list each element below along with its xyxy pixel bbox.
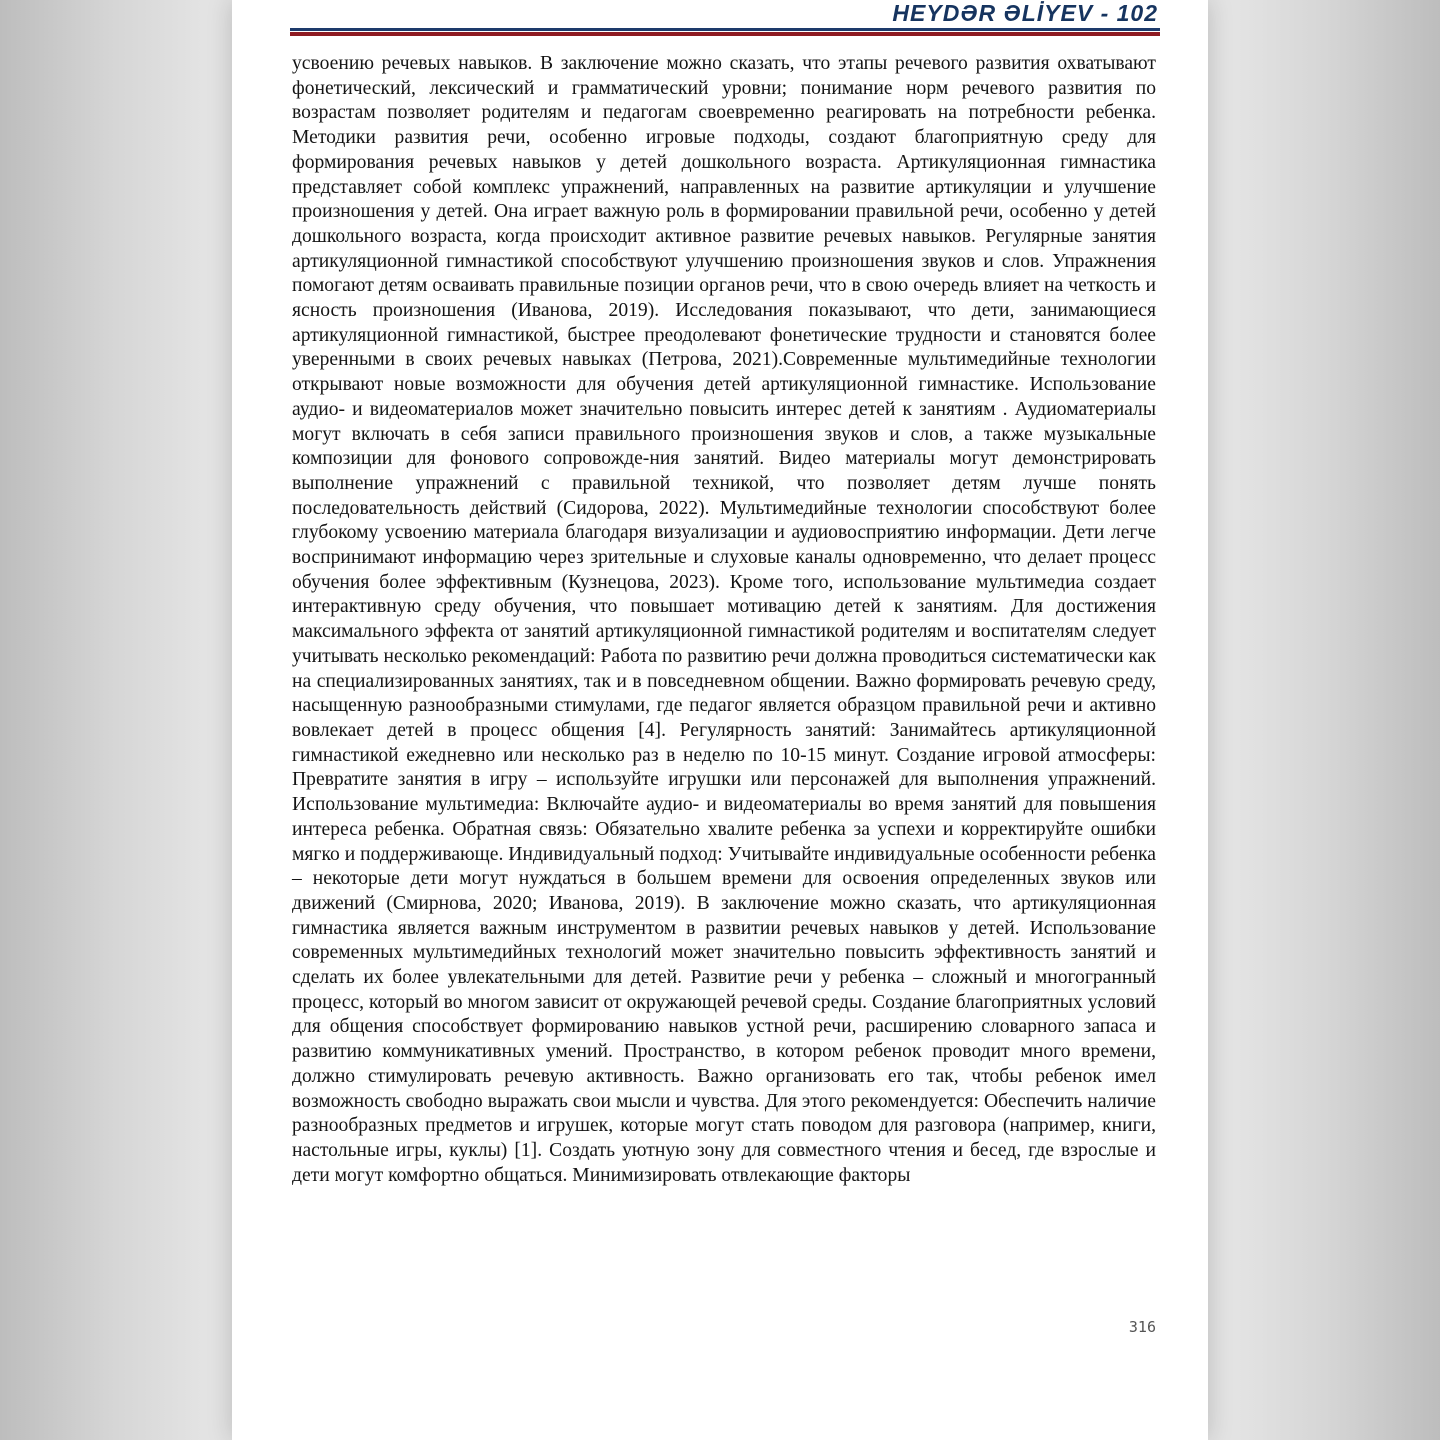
document-page xyxy=(232,0,1208,1440)
journal-title: HEYDƏR ƏLİYEV - 102 xyxy=(892,0,1158,26)
running-header xyxy=(290,0,1160,40)
header-rule-blue xyxy=(290,28,1160,31)
body-paragraph: усвоению речевых навыков. В заключение можно сказать, что этапы речевого развития охватывают фонетический, лексический и грамматический уровни; понимание норм речевого развития по возрастам позволяет родителям и педагогам своевременно реагировать на потребности ребенка. Методики развития речи, особенно игровые подходы, создают благоприятную среду для формирования речевых навыков у детей дошкольного возраста. Артикуляционная гимнастика представляет собой комплекс упражнений, направленных на развитие артикуляции и улучшение произношения у детей. Она играет важную роль в формировании правильной речи, особенно у детей дошкольного возраста, когда происходит активное развитие речевых навыков. Регулярные занятия артикуляционной гимнастикой способствуют улучшению произношения звуков и слов. Упражнения помогают детям осваивать правильные позиции органов речи, что в свою очередь влияет на четкость и ясность произношения (Иванова, 2019). Исследования показывают, что дети, занимающиеся артикуляционной гимнастикой, быстрее преодолевают фонетические трудности и становятся более уверенными в своих речевых навыках (Петрова, 2021).Современные мультимедийные технологии открывают новые возможности для обучения детей артикуляционной гимнастике. Использование аудио- и видеоматериалов может значительно повысить интерес детей к занятиям . Аудиоматериалы могут включать в себя записи правильного произношения звуков и слов, а также музыкальные композиции для фонового сопровожде-ния занятий. Видео материалы могут демонстрировать выполнение упражнений с правильной техникой, что позволяет детям лучше понять последовательность действий (Сидорова, 2022). Мультимедийные технологии способствуют более глубокому усвоению материала благодаря визуализации и аудиовосприятию информации. Дети легче воспринимают информацию через зрительные и слуховые каналы одновременно, что делает процесс обучения более эффективным (Кузнецова, 2023). Кроме того, использование мультимедиа создает интерактивную среду обучения, что повышает мотивацию детей к занятиям. Для достижения максимального эффекта от занятий артикуляционной гимнастикой родителям и воспитателям следует учитывать несколько рекомендаций: Работа по развитию речи должна проводиться систематически как на специализированных занятиях, так и в повседневном общении. Важно формировать речевую среду, насыщенную разнообразными стимулами, где педагог является образцом правильной речи и активно вовлекает детей в процесс общения [4]. Регулярность занятий: Занимайтесь артикуляционной гимнастикой ежедневно или несколько раз в неделю по 10-15 минут. Создание игровой атмосферы: Превратите занятия в игру – используйте игрушки или персонажей для выполнения упражнений. Использование мультимедиа: Включайте аудио- и видеоматериалы во время занятий для повышения интереса ребенка. Обратная связь: Обязательно хвалите ребенка за успехи и корректируйте ошибки мягко и поддерживающе. Индивидуальный подход: Учитывайте индивидуальные особенности ребенка – некоторые дети могут нуждаться в большем времени для освоения определенных звуков или движений (Смирнова, 2020; Иванова, 2019). В заключение можно сказать, что артикуляционная гимнастика является важным инструментом в развитии речевых навыков у детей. Использование современных мультимедийных технологий может значительно повысить эффективность занятий и сделать их более увлекательными для детей. Развитие речи у ребенка – сложный и многогранный процесс, который во многом зависит от окружающей речевой среды. Создание благоприятных условий для общения способствует формированию навыков устной речи, расширению словарного запаса и развитию коммуникативных умений. Пространство, в котором ребенок проводит много времени, должно стимулировать речевую активность. Важно организовать его так, чтобы ребенок имел возможность свободно выражать свои мысли и чувства. Для этого рекомендуется: Обеспечить наличие разнообразных предметов и игрушек, которые могут стать поводом для разговора (например, книги, настольные игры, куклы) [1]. Создать уютную зону для совместного чтения и бесед, где взрослые и дети могут комфортно общаться. Минимизировать отвлекающие факторы xyxy=(292,53,1156,1186)
header-rule-red xyxy=(290,32,1160,36)
page-number: 316 xyxy=(1128,1318,1156,1336)
